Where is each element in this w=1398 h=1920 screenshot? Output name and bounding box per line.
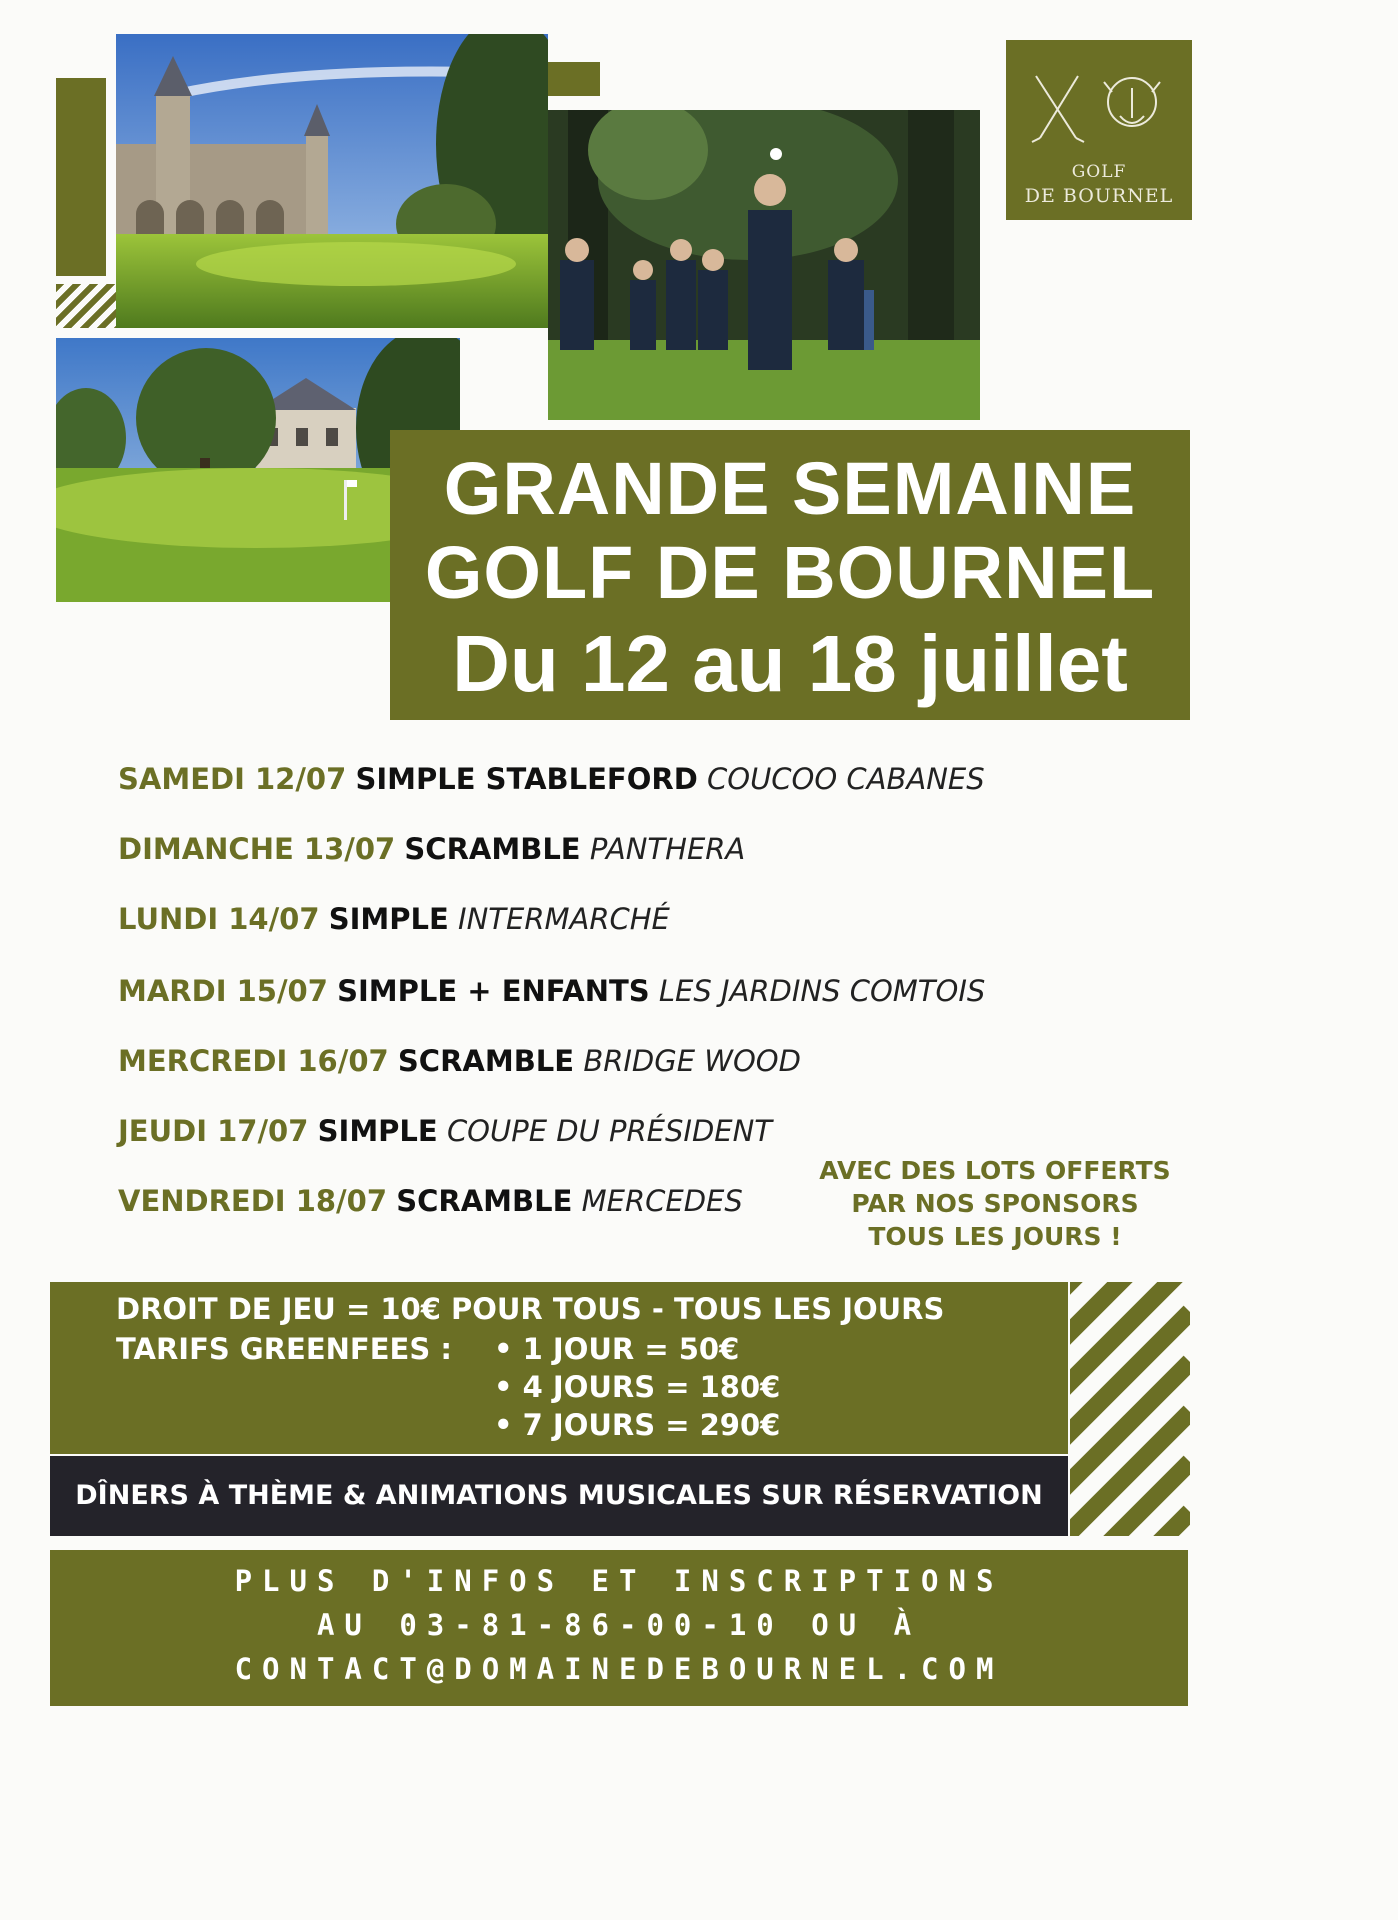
greenfee-item: • 7 JOURS = 290€ (494, 1408, 781, 1442)
schedule-sponsor: INTERMARCHÉ (458, 902, 670, 936)
greenfees-label: TARIFS GREENFEES : (116, 1332, 452, 1366)
deco-block-left (56, 78, 106, 276)
dinners-banner: DÎNERS À THÈME & ANIMATIONS MUSICALES SUR RÉSERVATION (50, 1456, 1068, 1536)
photo-golfer-swing (548, 110, 980, 420)
photo-castle-fairway (116, 34, 548, 328)
schedule-row (118, 902, 670, 936)
schedule-row (118, 1044, 801, 1078)
schedule-day: MERCREDI 16/07 (118, 1044, 389, 1078)
crossed-clubs-eagle-icon (1028, 68, 1168, 158)
prices-band (50, 1282, 1068, 1454)
schedule-day: DIMANCHE 13/07 (118, 832, 396, 866)
schedule-row (118, 832, 745, 866)
schedule-format: SCRAMBLE (396, 1184, 573, 1218)
schedule-format: SCRAMBLE (404, 832, 581, 866)
schedule-day: LUNDI 14/07 (118, 902, 320, 936)
infos-phone[interactable]: AU 03-81-86-00-10 OU À (316, 1608, 922, 1642)
schedule-row (118, 1114, 772, 1148)
schedule-format: SCRAMBLE (397, 1044, 575, 1078)
infos-line-1: PLUS D'INFOS ET INSCRIPTIONS (234, 1564, 1004, 1598)
title-line-1: GRANDE SEMAINE (443, 447, 1137, 530)
schedule-sponsor: BRIDGE WOOD (583, 1044, 801, 1078)
diagonal-stripes (1070, 1282, 1190, 1536)
lots-line-1: AVEC DES LOTS OFFERTS (819, 1156, 1171, 1185)
deco-block-top (548, 62, 600, 96)
schedule-day: SAMEDI 12/07 (118, 762, 347, 796)
schedule-row (118, 1184, 743, 1218)
schedule-format: SIMPLE STABLEFORD (355, 762, 698, 796)
schedule-day: VENDREDI 18/07 (118, 1184, 388, 1218)
greenfee-item: • 1 JOUR = 50€ (494, 1332, 740, 1366)
title-line-2: GOLF DE BOURNEL (424, 531, 1156, 614)
schedule-sponsor: COUPE DU PRÉSIDENT (446, 1114, 773, 1148)
title-dates: Du 12 au 18 juillet (452, 619, 1128, 708)
schedule-day: JEUDI 17/07 (118, 1114, 309, 1148)
schedule-row (118, 974, 985, 1008)
sponsor-prizes-note (800, 1154, 1190, 1253)
entry-fee: DROIT DE JEU = 10€ POUR TOUS - TOUS LES JOURS (116, 1292, 945, 1326)
golf-logo (1006, 40, 1192, 220)
schedule-format: SIMPLE + ENFANTS (337, 974, 650, 1008)
lots-line-3: TOUS LES JOURS ! (868, 1222, 1122, 1251)
schedule-row (118, 762, 985, 796)
title-block (390, 430, 1190, 720)
infos-email[interactable]: CONTACT@DOMAINEDEBOURNEL.COM (234, 1652, 1004, 1686)
schedule-sponsor: MERCEDES (581, 1184, 743, 1218)
schedule-format: SIMPLE (317, 1114, 438, 1148)
logo-line-bournel: DE BOURNEL (1024, 185, 1174, 207)
schedule-sponsor: PANTHERA (589, 832, 746, 866)
greenfee-item: • 4 JOURS = 180€ (494, 1370, 781, 1404)
contact-band (50, 1550, 1188, 1706)
schedule-sponsor: LES JARDINS COMTOIS (658, 974, 986, 1008)
lots-line-2: PAR NOS SPONSORS (851, 1189, 1139, 1218)
schedule-day: MARDI 15/07 (118, 974, 328, 1008)
logo-line-golf: GOLF (1071, 162, 1127, 182)
schedule-sponsor: COUCOO CABANES (707, 762, 985, 796)
schedule-format: SIMPLE (328, 902, 449, 936)
